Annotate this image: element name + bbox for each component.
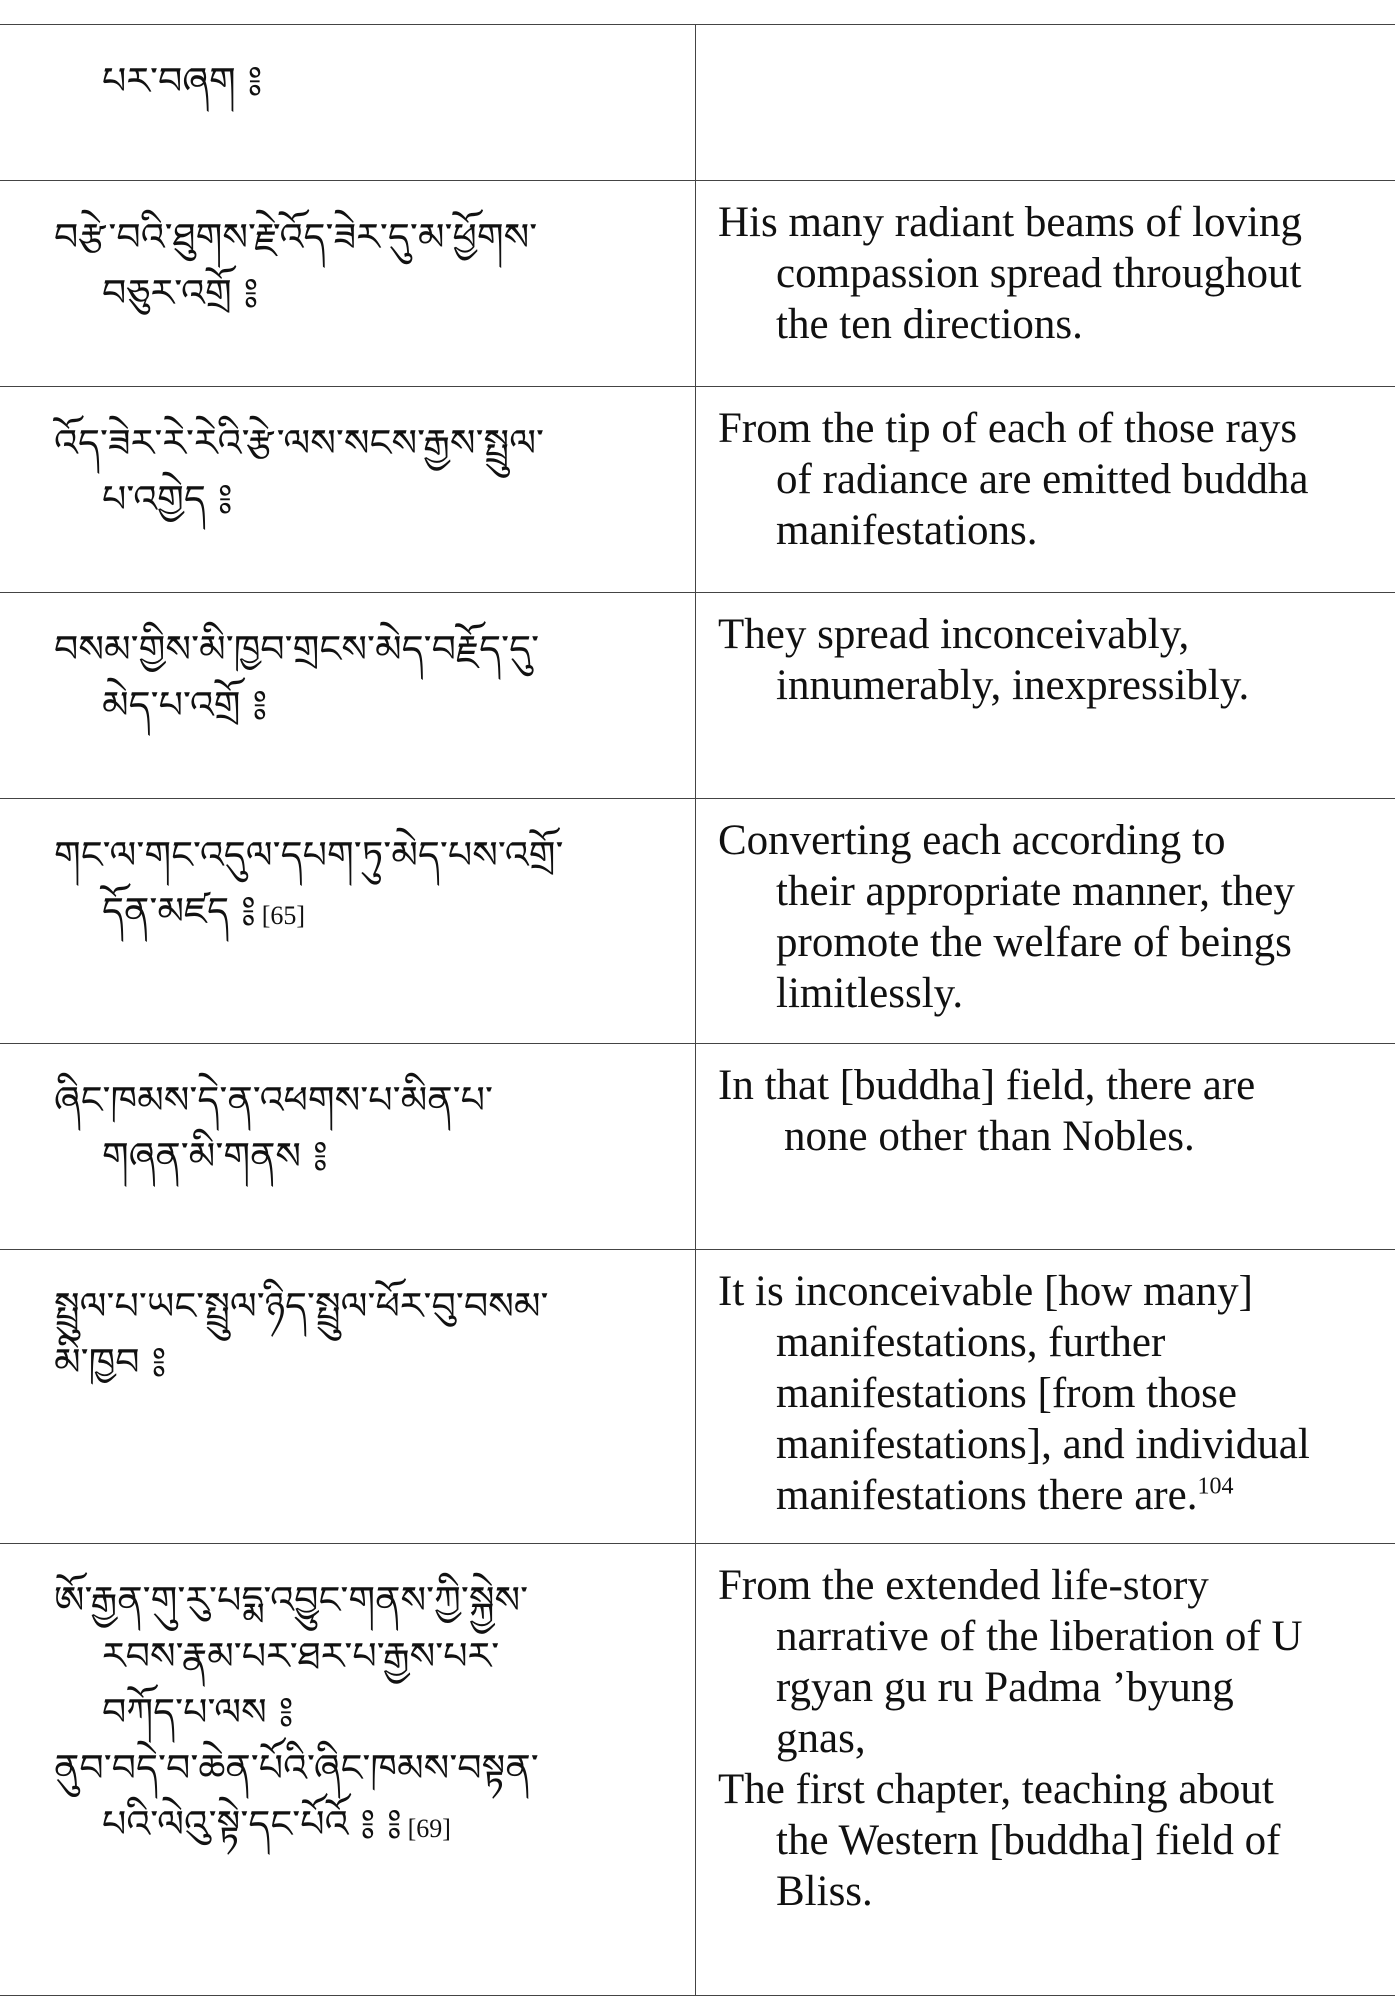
english-line: The first chapter, teaching about xyxy=(718,1766,1274,1813)
english-line: innumerably, inexpressibly. xyxy=(776,662,1250,709)
tibetan-line: བརྩེ་བའི་ཐུགས་རྗེ་འོད་ཟེར་དུ་མ་ཕྱོགས་ xyxy=(54,215,538,259)
english-line: It is inconceivable [how many] xyxy=(718,1268,1253,1315)
verse-table xyxy=(0,24,1395,1996)
english-text: manifestations there are. xyxy=(776,1472,1198,1519)
english-line: rgyan gu ru Padma ’byung xyxy=(776,1664,1234,1711)
tibetan-line xyxy=(54,1796,695,1857)
english-line xyxy=(718,1470,1395,1521)
table-row xyxy=(0,387,1395,593)
english-line: In that [buddha] field, there are xyxy=(718,1062,1256,1109)
english-line: limitlessly. xyxy=(776,970,964,1017)
english-line: none other than Nobles. xyxy=(784,1113,1195,1160)
english-cell xyxy=(696,1544,1395,1995)
tibetan-line: བཅུར་འགྲོ ༔ xyxy=(102,271,259,315)
tibetan-cell xyxy=(0,1044,696,1249)
tibetan-line: ཞིང་ཁམས་དེ་ན་འཕགས་པ་མིན་པ་ xyxy=(54,1078,493,1122)
english-cell xyxy=(696,1044,1395,1249)
english-line: their appropriate manner, they xyxy=(776,868,1295,915)
english-line: the ten directions. xyxy=(776,301,1083,348)
table-row xyxy=(0,1044,1395,1250)
english-cell xyxy=(696,799,1395,1043)
table-row xyxy=(0,1544,1395,1996)
english-line: narrative of the liberation of U xyxy=(776,1613,1303,1660)
page-reference: [69] xyxy=(407,1814,451,1843)
footnote-marker[interactable]: 104 xyxy=(1197,1473,1234,1500)
english-line: manifestations. xyxy=(776,507,1038,554)
english-line: Bliss. xyxy=(776,1868,873,1915)
english-line: manifestations [from those xyxy=(776,1370,1237,1417)
tibetan-line: བཀོད་པ་ལས ༔ xyxy=(102,1690,294,1734)
table-row xyxy=(0,181,1395,387)
english-line: manifestations, further xyxy=(776,1319,1166,1366)
english-line: gnas, xyxy=(776,1715,866,1762)
table-row xyxy=(0,1250,1395,1544)
tibetan-line: རབས་རྣམ་པར་ཐར་པ་རྒྱས་པར་ xyxy=(102,1634,500,1678)
tibetan-line: མེད་པ་འགྲོ ༔ xyxy=(102,683,268,727)
english-cell xyxy=(696,593,1395,798)
tibetan-line: གང་ལ་གང་འདུལ་དཔག་ཏུ་མེད་པས་འགྲོ་ xyxy=(54,833,564,877)
english-line: of radiance are emitted buddha xyxy=(776,456,1309,503)
english-cell xyxy=(696,181,1395,386)
english-line: From the tip of each of those rays xyxy=(718,405,1298,452)
tibetan-line: སྤྲུལ་པ་ཡང་སྤྲུལ་ཉིད་སྤྲུལ་ཕོར་བུ་བསམ་ xyxy=(54,1284,549,1328)
tibetan-line: ནུབ་བདེ་བ་ཆེན་པོའི་ཞིང་ཁམས་བསྟན་ xyxy=(54,1746,539,1790)
tibetan-line: ཨོ་རྒྱན་གུ་རུ་པདྨ་འབྱུང་གནས་ཀྱི་སྐྱེས་ xyxy=(54,1578,529,1622)
table-row xyxy=(0,593,1395,799)
table-row xyxy=(0,799,1395,1044)
english-cell xyxy=(696,25,1395,180)
tibetan-cell xyxy=(0,181,696,386)
tibetan-text: པའི་ལེའུ་སྟེ་དང་པོའོ ༔ ༔ xyxy=(102,1802,402,1846)
tibetan-cell xyxy=(0,387,696,592)
tibetan-text: དོན་མཛད ༔ xyxy=(102,889,256,933)
english-line: the Western [buddha] field of xyxy=(776,1817,1281,1864)
english-cell xyxy=(696,1250,1395,1543)
english-line: Converting each according to xyxy=(718,817,1226,864)
tibetan-line: པ་འགྱེད ༔ xyxy=(102,477,233,521)
tibetan-cell xyxy=(0,25,696,180)
page-reference: [65] xyxy=(261,901,306,930)
tibetan-line: མི་ཁྱབ ༔ xyxy=(54,1340,167,1384)
tibetan-line: པར་བཞག ༔ xyxy=(102,59,263,103)
english-line: From the extended life-story xyxy=(718,1562,1209,1609)
tibetan-line: གཞན་མི་གནས ༔ xyxy=(102,1134,328,1178)
tibetan-line xyxy=(54,883,695,944)
tibetan-cell xyxy=(0,799,696,1043)
english-line: compassion spread throughout xyxy=(776,250,1302,297)
english-line: His many radiant beams of loving xyxy=(718,199,1302,246)
english-line: manifestations], and individual xyxy=(776,1421,1310,1468)
table-row xyxy=(0,25,1395,181)
tibetan-cell xyxy=(0,593,696,798)
tibetan-line: འོད་ཟེར་རེ་རེའི་རྩེ་ལས་སངས་རྒྱས་སྤྲུལ་ xyxy=(54,421,545,465)
english-line: promote the welfare of beings xyxy=(776,919,1292,966)
tibetan-line: བསམ་གྱིས་མི་ཁྱབ་གྲངས་མེད་བརྗོད་དུ་ xyxy=(54,627,540,671)
tibetan-cell xyxy=(0,1544,696,1995)
english-cell xyxy=(696,387,1395,592)
tibetan-cell xyxy=(0,1250,696,1543)
english-line: They spread inconceivably, xyxy=(718,611,1190,658)
